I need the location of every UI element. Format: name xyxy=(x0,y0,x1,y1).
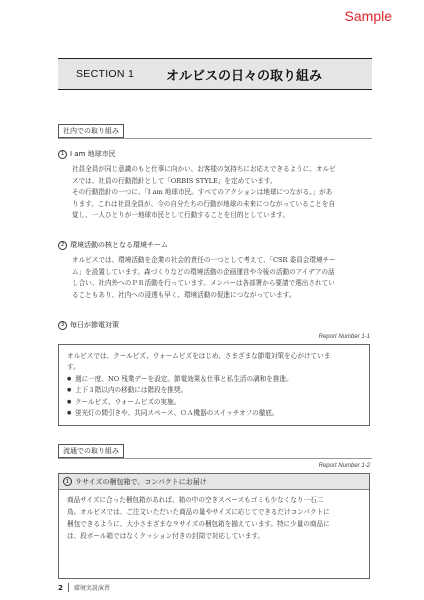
paragraph-line: は、段ボール箱ではなくクッション付きの封筒で対応しています。 xyxy=(67,532,265,540)
report-number: Report Number 1-1 xyxy=(318,334,370,340)
section-label: SECTION 1 xyxy=(76,68,135,80)
paragraph-line: 覚し、一人ひとりが一地球市民として行動することを目的としています。 xyxy=(72,211,290,220)
item-heading-text: I am 地球市民 xyxy=(70,150,116,158)
paragraph-line: 鳥。オルビスでは、ご注文いただいた商品の量やサイズに応じてできるだけコンパクトに xyxy=(67,508,330,516)
category-label-distribution: 流通での取り組み xyxy=(58,444,124,458)
item-heading-text: 毎日が節電対策 xyxy=(70,321,119,329)
box-heading xyxy=(59,474,369,490)
paragraph-line: ります。これは社員全員が、今の自分たちの行動が地球の未来につながっていることを自 xyxy=(72,199,336,208)
section-title: オルビスの日々の取り組み xyxy=(166,68,323,84)
bullet-list xyxy=(67,374,361,420)
paragraph-line: オルビスでは、環境活動を企業の社会的責任の一つとして考えて、「CSR 委員会環境チー xyxy=(72,256,336,264)
number-circle-icon: 3 xyxy=(58,321,67,330)
item-heading-text: 環境活動の核となる環境チーム xyxy=(70,241,168,249)
paragraph-line: ム」を設置しています。森づくりなどの環境活動の企画運営や今後の活動のアイデアの話 xyxy=(72,267,335,276)
paragraph-line: その行動指針の一つに、「I am 地球市民。すべてのアクションは地球につながる。」があ xyxy=(72,188,333,197)
list-item: ● 上下３階以内の移動には階段を推奨。 xyxy=(67,385,361,396)
packaging-box xyxy=(58,473,370,579)
paragraph-line: 商品サイズに合った梱包箱があれば、箱の中の空きスペースもゴミも少なくなり一石二 xyxy=(67,496,324,504)
item-paragraph xyxy=(72,255,370,301)
item-heading xyxy=(58,149,116,159)
report-number: Report Number 1-2 xyxy=(318,463,370,469)
number-circle-icon: 1 xyxy=(58,150,67,159)
paragraph-line: 梱包できるように、大小さまざまな９サイズの梱包箱を揃えています。特に少量の商品に xyxy=(67,520,330,528)
list-item: ● 週に一度、NO 残業デーを設定。節電効果＆仕事と私生活の調和を推進。 xyxy=(67,374,361,385)
page-number: 2 xyxy=(58,583,63,592)
footer-separator xyxy=(68,583,69,592)
box-heading-text: ９サイズの梱包箱で、コンパクトにお届け xyxy=(75,477,207,486)
list-item: ● クールビズ、ウォームビズの実施。 xyxy=(67,397,361,408)
footer-title: 環境実説演習 xyxy=(73,585,110,592)
category-divider xyxy=(58,458,372,459)
paragraph-line: 社員全員が同じ意識のもと仕事に向かい、お客様の気持ちにお応えできるように、オルビ xyxy=(72,165,336,173)
box-paragraph xyxy=(59,490,369,546)
sample-watermark: Sample xyxy=(344,8,392,24)
box-intro: オルビスでは、クールビズ、ウォームビズをはじめ、さまざまな節電対策を心がけていま xyxy=(67,352,331,360)
number-circle-icon: 2 xyxy=(58,241,67,250)
item-paragraph xyxy=(72,164,370,222)
paragraph-line: し合い、社内外へのＰＲ活動を行っています。メンバーは各部署から要請で選出されてい xyxy=(72,279,335,288)
paragraph-line: ることもあり、社内への浸透も早く、環境活動の促進につながっています。 xyxy=(72,290,296,299)
number-circle-icon: 1 xyxy=(63,477,72,486)
category-label-internal: 社内での取り組み xyxy=(58,124,124,138)
category-divider xyxy=(58,138,372,139)
power-saving-box xyxy=(58,344,370,426)
list-item: ● 蛍光灯の間引きや、共同スペース、ＯＡ機器のスイッチオフの徹底。 xyxy=(67,408,361,419)
section-header xyxy=(58,58,372,90)
box-intro: す。 xyxy=(67,363,80,372)
paragraph-line: スでは、社員の行動指針として「ORBIS STYLE」を定めています。 xyxy=(72,176,277,185)
item-heading xyxy=(58,240,168,250)
item-heading xyxy=(58,320,119,330)
page-footer xyxy=(58,583,110,592)
